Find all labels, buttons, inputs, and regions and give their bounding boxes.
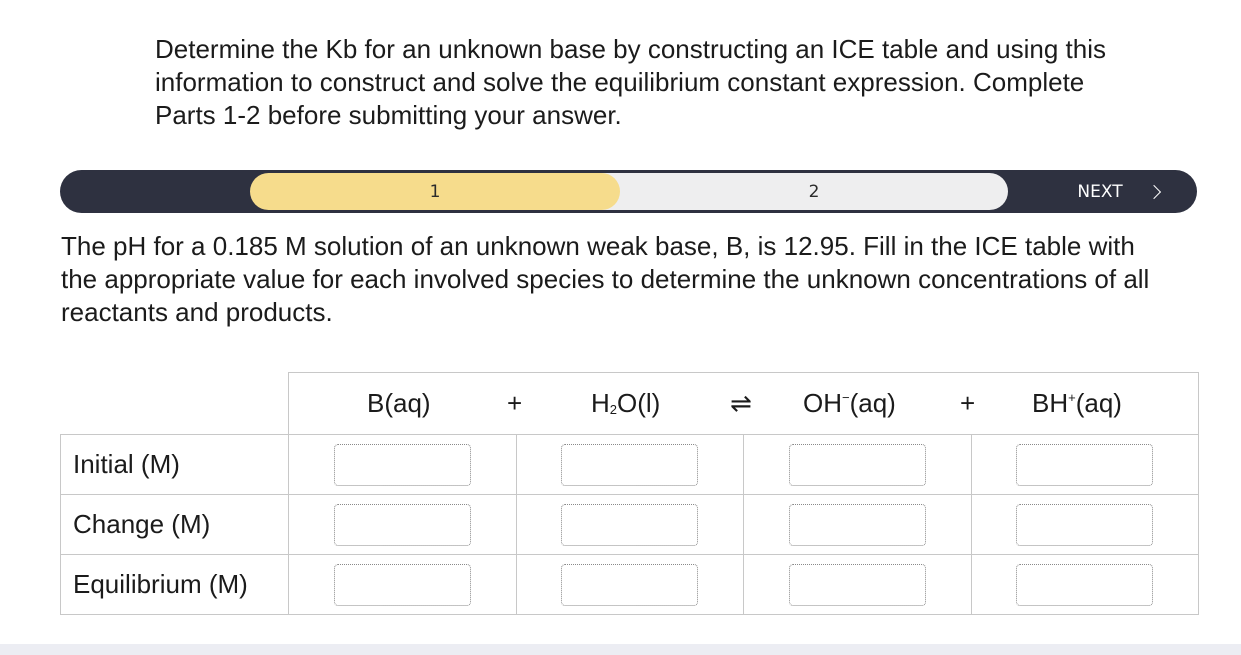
cell-equilibrium-conjugate-acid [971,555,1199,615]
input-change-conjugate-acid[interactable] [1016,504,1153,546]
species-water-h: H [591,388,610,418]
species-hydroxide-oh: OH [803,388,842,418]
species-water-rest: O(l) [617,388,661,418]
cell-initial-base [289,435,517,495]
species-water-subscript: 2 [609,402,618,417]
cell-change-base [289,495,517,555]
species-water [591,388,660,419]
input-initial-base[interactable] [334,444,471,486]
cell-equilibrium-hydroxide [744,555,972,615]
species-hydroxide-phase: (aq) [849,388,896,418]
table-row-change [61,495,1199,555]
ice-table [60,372,1199,615]
next-button[interactable] [1009,170,1197,213]
input-equilibrium-hydroxide[interactable] [789,564,926,606]
cell-change-water [516,495,744,555]
plus-sign-1: + [507,388,523,418]
input-change-base[interactable] [334,504,471,546]
input-initial-water[interactable] [561,444,698,486]
input-initial-conjugate-acid[interactable] [1016,444,1153,486]
species-hydroxide [803,388,896,419]
reaction-equation-cell [289,373,1199,435]
species-base: B(aq) [367,388,431,418]
table-corner [61,373,289,435]
equation-row [61,373,1199,435]
row-label-equilibrium: Equilibrium (M) [61,555,289,615]
question-text: The pH for a 0.185 M solution of an unknown weak base, B, is 12.95. Fill in the ICE table with the appropriate value for each involved species to determine the unknown concentrations of all reactants and products. [61,231,1150,327]
species-conjugate-acid-bh: BH [1032,388,1069,418]
row-label-initial: Initial (M) [61,435,289,495]
reaction-equation [289,373,1198,434]
cell-equilibrium-water [516,555,744,615]
intro-instructions: Determine the Kb for an unknown base by constructing an ICE table and using this information to construct and solve the equilibrium constant expression. Complete Parts 1-2 before submitting your answer. [155,34,1107,130]
next-button-label: NEXT [1077,181,1123,202]
input-change-water[interactable] [561,504,698,546]
cell-change-hydroxide [744,495,972,555]
step-tab-2-label: 2 [808,181,820,202]
table-row-initial [61,435,1199,495]
input-equilibrium-water[interactable] [561,564,698,606]
input-equilibrium-conjugate-acid[interactable] [1016,564,1153,606]
footer-band [0,644,1241,655]
step-tab-1[interactable] [250,173,620,210]
input-initial-hydroxide[interactable] [789,444,926,486]
equilibrium-arrow: ⇌ [730,388,752,418]
species-conjugate-acid [1032,388,1122,419]
step-tab-2[interactable] [580,173,1008,210]
input-equilibrium-base[interactable] [334,564,471,606]
input-change-hydroxide[interactable] [789,504,926,546]
cell-change-conjugate-acid [971,495,1199,555]
species-hydroxide-charge: − [842,390,850,405]
chevron-right-icon [1147,184,1161,198]
step-navigator [60,170,1197,213]
species-conjugate-acid-charge: + [1068,390,1076,405]
row-label-change: Change (M) [61,495,289,555]
species-conjugate-acid-phase: (aq) [1075,388,1122,418]
cell-equilibrium-base [289,555,517,615]
cell-initial-water [516,435,744,495]
cell-initial-conjugate-acid [971,435,1199,495]
table-row-equilibrium [61,555,1199,615]
cell-initial-hydroxide [744,435,972,495]
plus-sign-2: + [960,388,976,418]
step-tab-1-label: 1 [429,181,441,202]
